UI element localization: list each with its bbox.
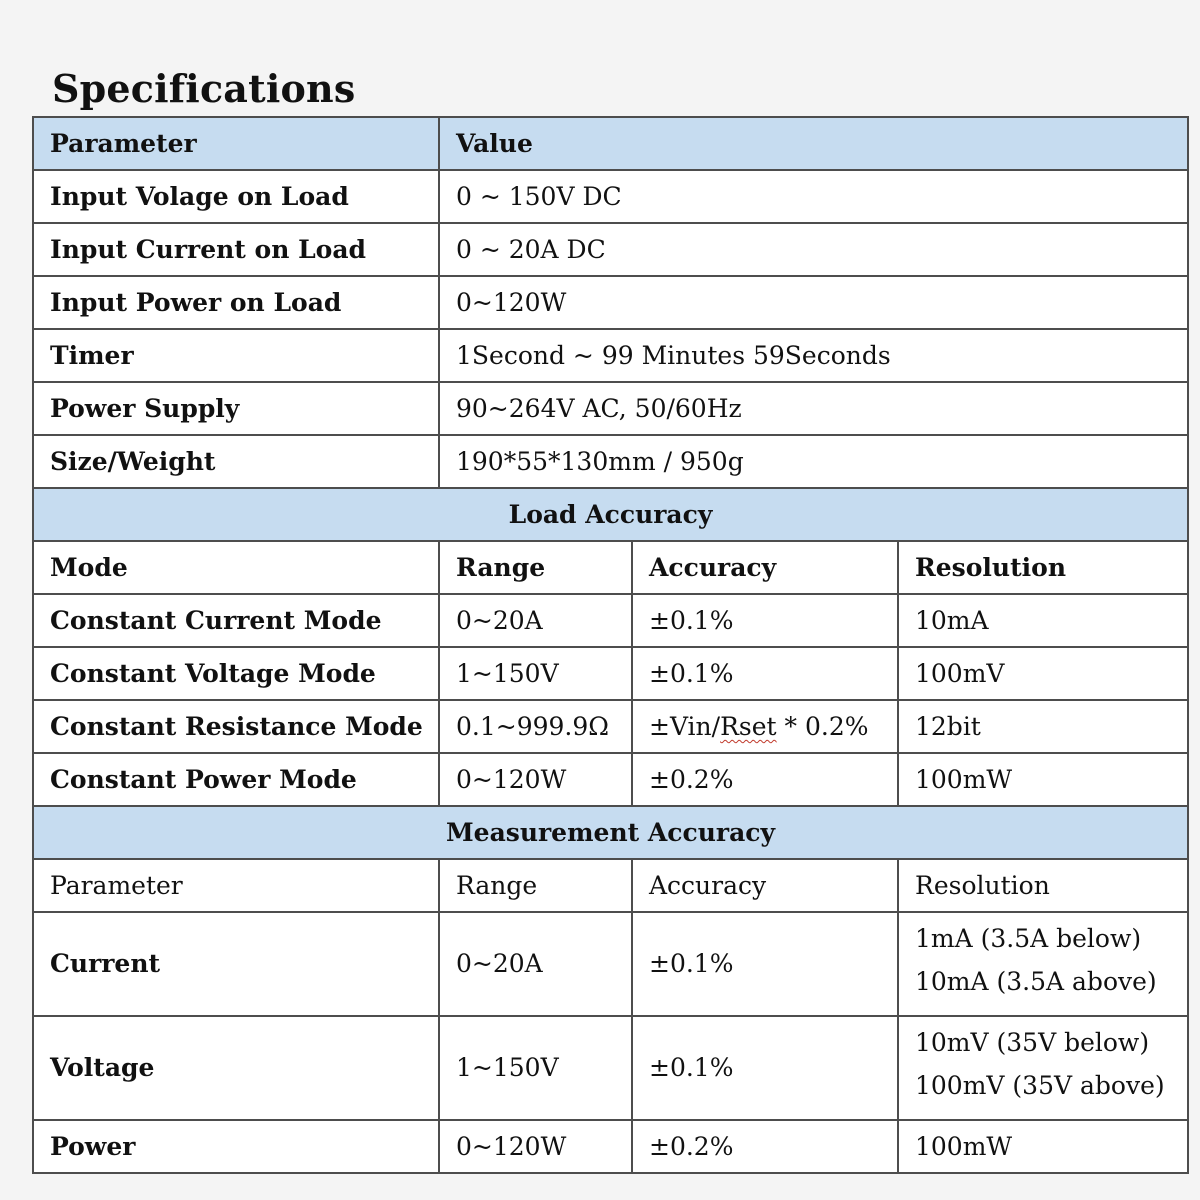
accuracy-post: * 0.2%: [776, 712, 869, 741]
spec-row: [33, 170, 1188, 223]
accuracy-label: ±0.1%: [649, 1053, 734, 1082]
load-accuracy-row: [33, 594, 1188, 647]
range-label: 1~150V: [456, 1053, 559, 1082]
resolution-cell: 100mV: [898, 647, 1188, 700]
spec-parameter: Input Volage on Load: [33, 170, 439, 223]
header-mode: Mode: [33, 541, 439, 594]
load-accuracy-row: [33, 753, 1188, 806]
page-title: Specifications: [52, 66, 356, 111]
parameter-cell: [33, 1016, 439, 1120]
resolution-line: 100mV (35V above): [915, 1070, 1165, 1100]
spec-value: 0 ~ 20A DC: [439, 223, 1188, 276]
spec-parameter: Power Supply: [33, 382, 439, 435]
resolution-cell: [898, 1016, 1188, 1120]
load-accuracy-row: [33, 700, 1188, 753]
resolution-cell: [898, 912, 1188, 1016]
accuracy-cell: ±0.2%: [632, 753, 898, 806]
resolution-cell: 100mW: [898, 753, 1188, 806]
accuracy-pre: ±Vin/: [649, 712, 721, 741]
measurement-accuracy-row: [33, 1120, 1188, 1173]
spec-row: [33, 276, 1188, 329]
accuracy-cell: ±0.1%: [632, 647, 898, 700]
range-cell: [439, 1016, 632, 1120]
parameter-label: Current: [50, 949, 161, 978]
header-range: Range: [439, 859, 632, 912]
accuracy-cell: [632, 912, 898, 1016]
spec-value: 190*55*130mm / 950g: [439, 435, 1188, 488]
resolution-line: 1mA (3.5A below): [915, 923, 1142, 953]
spec-value: 0 ~ 150V DC: [439, 170, 1188, 223]
header-parameter: Parameter: [33, 859, 439, 912]
measurement-accuracy-section-row: [33, 806, 1188, 859]
accuracy-cell: ±0.1%: [632, 594, 898, 647]
mode-cell: Constant Resistance Mode: [33, 700, 439, 753]
mode-cell: Constant Power Mode: [33, 753, 439, 806]
range-cell: [439, 912, 632, 1016]
accuracy-cell: ±0.2%: [632, 1120, 898, 1173]
range-cell: 0~120W: [439, 1120, 632, 1173]
header-resolution: Resolution: [898, 859, 1188, 912]
header-parameter: Parameter: [33, 117, 439, 170]
parameter-cell: [33, 912, 439, 1016]
measurement-accuracy-row: [33, 912, 1188, 1016]
measurement-accuracy-header-row: [33, 859, 1188, 912]
resolution-cell: 12bit: [898, 700, 1188, 753]
header-range: Range: [439, 541, 632, 594]
accuracy-label: ±0.1%: [649, 949, 734, 978]
spec-value: 1Second ~ 99 Minutes 59Seconds: [439, 329, 1188, 382]
parameter-label: Voltage: [50, 1053, 155, 1082]
measurement-accuracy-row: [33, 1016, 1188, 1120]
spec-parameter: Input Power on Load: [33, 276, 439, 329]
specifications-table: [32, 116, 1189, 1174]
measurement-accuracy-title: Measurement Accuracy: [33, 806, 1188, 859]
spec-row: [33, 329, 1188, 382]
spellcheck-marked-word: Rset: [720, 712, 777, 741]
parameter-cell: Power: [33, 1120, 439, 1173]
spec-row: [33, 382, 1188, 435]
range-label: 0~20A: [456, 949, 543, 978]
spec-value: 0~120W: [439, 276, 1188, 329]
load-accuracy-header-row: [33, 541, 1188, 594]
accuracy-cell: [632, 700, 898, 753]
resolution-line: 10mV (35V below): [915, 1027, 1150, 1057]
spec-parameter: Size/Weight: [33, 435, 439, 488]
mode-cell: Constant Current Mode: [33, 594, 439, 647]
header-resolution: Resolution: [898, 541, 1188, 594]
header-accuracy: Accuracy: [632, 541, 898, 594]
accuracy-cell: [632, 1016, 898, 1120]
range-cell: 1~150V: [439, 647, 632, 700]
spec-header-row: [33, 117, 1188, 170]
spec-row: [33, 223, 1188, 276]
header-value: Value: [439, 117, 1188, 170]
spec-parameter: Timer: [33, 329, 439, 382]
spec-parameter: Input Current on Load: [33, 223, 439, 276]
resolution-line: 10mA (3.5A above): [915, 966, 1157, 996]
resolution-cell: 10mA: [898, 594, 1188, 647]
spec-row: [33, 435, 1188, 488]
load-accuracy-section-row: [33, 488, 1188, 541]
mode-cell: Constant Voltage Mode: [33, 647, 439, 700]
spec-value: 90~264V AC, 50/60Hz: [439, 382, 1188, 435]
load-accuracy-title: Load Accuracy: [33, 488, 1188, 541]
range-cell: 0~120W: [439, 753, 632, 806]
load-accuracy-row: [33, 647, 1188, 700]
resolution-cell: 100mW: [898, 1120, 1188, 1173]
range-cell: 0.1~999.9Ω: [439, 700, 632, 753]
range-cell: 0~20A: [439, 594, 632, 647]
header-accuracy: Accuracy: [632, 859, 898, 912]
